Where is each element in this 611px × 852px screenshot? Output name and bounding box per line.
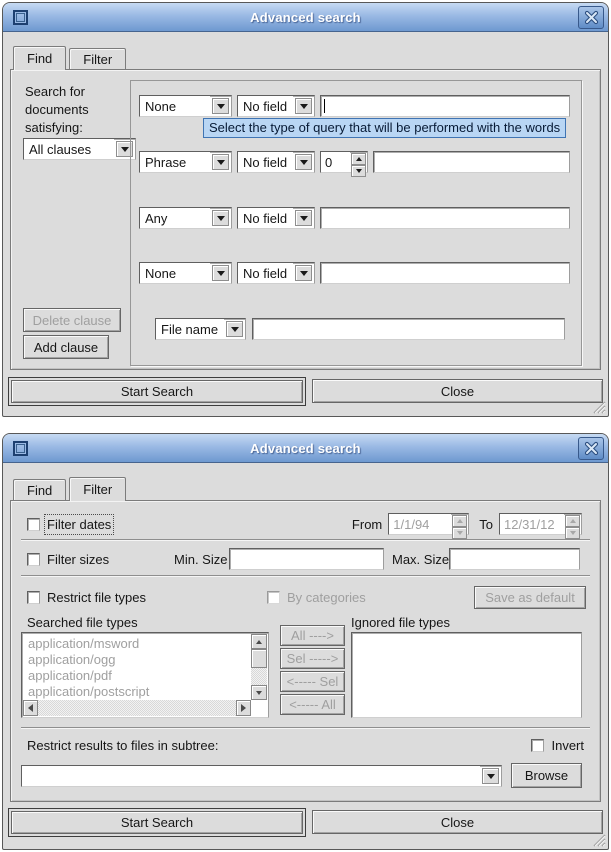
subtree-path-combo[interactable] <box>21 765 502 787</box>
titlebar[interactable] <box>3 3 608 32</box>
chevron-down-icon[interactable] <box>212 265 229 281</box>
tab-filter[interactable]: Filter <box>69 48 126 69</box>
to-date-spinbox[interactable]: 12/31/12 <box>499 513 582 535</box>
delete-clause-button[interactable]: Delete clause <box>23 308 121 332</box>
resize-grip[interactable] <box>593 834 606 847</box>
max-size-input[interactable] <box>449 548 580 570</box>
clause-row <box>139 95 570 117</box>
clause-type-combo[interactable]: Any <box>139 207 232 229</box>
start-search-default-frame <box>8 377 306 406</box>
move-all-right-button[interactable]: All ----> <box>280 625 345 646</box>
restrict-file-types-checkbox[interactable]: Restrict file types <box>27 590 146 605</box>
text-caret <box>324 99 325 113</box>
ignored-file-types-list[interactable] <box>351 632 582 718</box>
close-button-bottom[interactable]: Close <box>312 810 603 834</box>
move-selected-right-button[interactable]: Sel -----> <box>280 648 345 669</box>
clause-words-input[interactable] <box>320 95 570 117</box>
dialog-button-row <box>8 808 603 838</box>
window-title: Advanced search <box>250 440 361 456</box>
browse-button[interactable]: Browse <box>511 763 582 788</box>
filename-input[interactable] <box>252 318 565 340</box>
clause-field-combo[interactable]: No field <box>237 151 315 173</box>
separator <box>21 539 590 541</box>
invert-checkbox[interactable]: Invert <box>531 738 584 753</box>
searched-file-types-list[interactable] <box>21 632 269 718</box>
move-all-left-button[interactable]: <----- All <box>280 694 345 715</box>
clause-row <box>139 151 570 173</box>
clause-type-combo[interactable]: None <box>139 95 232 117</box>
separator <box>21 727 590 729</box>
move-selected-left-button[interactable]: <----- Sel <box>280 671 345 692</box>
chevron-down-icon[interactable] <box>226 321 243 337</box>
tab-find[interactable]: Find <box>13 479 66 500</box>
filter-dates-checkbox[interactable]: Filter dates <box>27 517 111 532</box>
horizontal-scrollbar[interactable] <box>23 700 251 716</box>
by-categories-checkbox[interactable]: By categories <box>267 590 366 605</box>
spin-up-icon[interactable] <box>565 515 580 527</box>
searched-file-types-label: Searched file types <box>27 615 138 630</box>
separator <box>21 575 590 577</box>
chevron-down-icon[interactable] <box>482 768 499 784</box>
clause-row <box>139 262 570 284</box>
clause-frame <box>130 80 582 366</box>
start-search-button[interactable]: Start Search <box>11 380 303 403</box>
checkbox-icon[interactable] <box>27 591 40 604</box>
tab-bar <box>3 476 608 500</box>
chevron-down-icon[interactable] <box>295 210 312 226</box>
from-label: From <box>351 516 383 532</box>
find-tab-panel <box>10 69 601 370</box>
subtree-label: Restrict results to files in subtree: <box>27 738 219 753</box>
chevron-down-icon[interactable] <box>212 210 229 226</box>
from-date-spinbox[interactable]: 1/1/94 <box>388 513 469 535</box>
chevron-down-icon[interactable] <box>212 98 229 114</box>
dialog-button-row <box>8 377 603 407</box>
save-as-default-button[interactable]: Save as default <box>474 586 586 609</box>
add-clause-button[interactable]: Add clause <box>23 335 109 359</box>
scroll-right-icon[interactable] <box>236 700 251 716</box>
filter-dates-row <box>27 513 582 535</box>
window-title: Advanced search <box>250 9 361 25</box>
clause-type-combo[interactable]: None <box>139 262 232 284</box>
clause-words-input[interactable] <box>320 207 570 229</box>
ignored-file-types-label: Ignored file types <box>351 615 451 630</box>
window-menu-icon[interactable] <box>13 10 28 25</box>
chevron-down-icon[interactable] <box>295 154 312 170</box>
tab-filter[interactable]: Filter <box>69 477 126 501</box>
close-icon <box>584 10 599 25</box>
list-item[interactable]: application/postscript <box>28 684 150 699</box>
tooltip: Select the type of query that will be performed with the words <box>203 118 566 138</box>
filter-tab-panel <box>10 500 601 802</box>
max-size-label: Max. Size <box>392 552 450 567</box>
scroll-left-icon[interactable] <box>23 700 38 716</box>
min-size-input[interactable] <box>229 548 384 570</box>
titlebar[interactable] <box>3 434 608 463</box>
clause-type-combo[interactable]: Phrase <box>139 151 232 173</box>
clause-field-combo[interactable]: No field <box>237 207 315 229</box>
tab-bar <box>3 45 608 69</box>
close-icon <box>584 441 599 456</box>
filter-sizes-checkbox[interactable]: Filter sizes <box>27 552 109 567</box>
scrollbar-thumb[interactable] <box>251 649 267 668</box>
vertical-scrollbar[interactable] <box>251 634 267 700</box>
spin-down-icon[interactable] <box>452 527 467 539</box>
start-search-button[interactable]: Start Search <box>11 811 303 834</box>
clause-field-combo[interactable]: No field <box>237 95 315 117</box>
resize-grip[interactable] <box>593 401 606 414</box>
spin-down-icon[interactable] <box>351 165 366 177</box>
checkbox-icon <box>267 591 280 604</box>
checkbox-icon[interactable] <box>27 553 40 566</box>
checkbox-icon[interactable] <box>27 518 40 531</box>
subtree-row <box>27 738 584 753</box>
advanced-search-window-filter <box>2 433 609 850</box>
list-item[interactable]: application/pdf <box>28 668 112 683</box>
search-for-label: Search for documents satisfying: <box>25 84 89 135</box>
scroll-up-icon[interactable] <box>251 634 267 649</box>
filename-row <box>155 318 565 340</box>
start-search-default-frame <box>8 808 306 837</box>
restrict-types-row <box>27 585 586 610</box>
close-button[interactable] <box>578 6 604 29</box>
clause-field-combo[interactable]: No field <box>237 262 315 284</box>
list-item[interactable]: application/msword <box>28 636 140 651</box>
chevron-down-icon[interactable] <box>295 265 312 281</box>
scroll-down-icon[interactable] <box>251 685 267 700</box>
tab-find[interactable]: Find <box>13 46 66 70</box>
to-label: To <box>479 516 493 532</box>
spin-up-icon[interactable] <box>452 515 467 527</box>
clause-words-input[interactable] <box>373 151 570 173</box>
close-button-bottom[interactable]: Close <box>312 379 603 403</box>
list-item[interactable]: application/ogg <box>28 652 116 667</box>
slack-spinbox[interactable]: 0 <box>320 151 368 173</box>
min-size-label: Min. Size <box>174 552 228 567</box>
window-menu-icon[interactable] <box>13 441 28 456</box>
clause-words-input[interactable] <box>320 262 570 284</box>
checkbox-icon[interactable] <box>531 739 544 752</box>
chevron-down-icon[interactable] <box>212 154 229 170</box>
clause-conjunction-combo[interactable]: All clauses <box>23 138 136 160</box>
spin-down-icon[interactable] <box>565 527 580 539</box>
close-button[interactable] <box>578 437 604 460</box>
chevron-down-icon[interactable] <box>295 98 312 114</box>
filter-sizes-row <box>27 548 582 570</box>
clause-row <box>139 207 570 229</box>
advanced-search-window-find <box>2 2 609 417</box>
filename-combo[interactable]: File name <box>155 318 246 340</box>
spin-up-icon[interactable] <box>351 153 366 165</box>
